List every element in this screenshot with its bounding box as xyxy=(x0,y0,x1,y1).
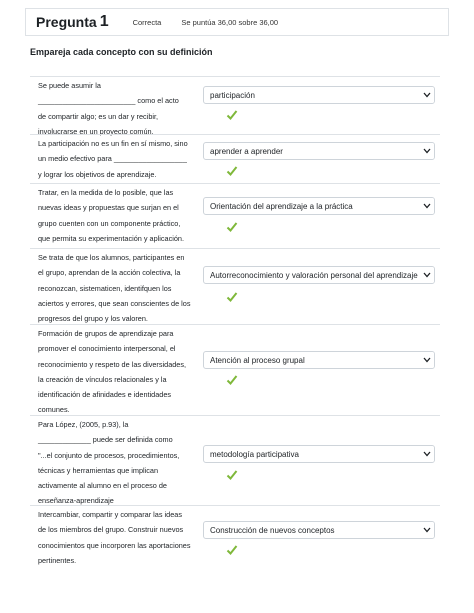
row-separator xyxy=(30,324,440,325)
answer-select[interactable] xyxy=(203,86,435,104)
check-icon xyxy=(226,544,238,556)
concept-definition: Para López, (2005, p.93), la _____________ puede ser definida como "...el conjunto de procesos, procedimientos, técnicas y herramientas que implican activamente al alumno en el proceso de enseñanza-aprendizaje xyxy=(38,420,180,506)
answer-selected-value: participación xyxy=(210,90,255,100)
question-label: Pregunta xyxy=(36,14,97,30)
answer-select[interactable] xyxy=(203,445,435,463)
chevron-down-icon xyxy=(420,142,434,160)
answer-select[interactable] xyxy=(203,521,435,539)
chevron-down-icon xyxy=(420,351,434,369)
row-separator xyxy=(30,415,440,416)
chevron-down-icon xyxy=(420,521,434,539)
answer-select[interactable] xyxy=(203,197,435,215)
question-number: 1 xyxy=(99,13,109,30)
concept-definition: Se puede asumir la ________________________ como el acto de compartir algo; es un dar y recibir, involucrarse en un proyecto común. xyxy=(38,81,179,136)
answer-select[interactable] xyxy=(203,351,435,369)
row-separator xyxy=(30,505,440,506)
chevron-down-icon xyxy=(420,86,434,104)
chevron-down-icon xyxy=(420,266,434,284)
question-instructions: Empareja cada concepto con su definición xyxy=(30,47,213,57)
chevron-down-icon xyxy=(420,445,434,463)
answer-selected-value: aprender a aprender xyxy=(210,146,283,156)
concept-definition: La participación no es un fin en sí mismo, sino un medio efectivo para __________________ y lograr los objetivos de aprendizaje. xyxy=(38,139,188,179)
row-separator xyxy=(30,183,440,184)
concept-definition: Tratar, en la medida de lo posible, que las nuevas ideas y propuestas que surjan en el grupo cuenten con un componente práctico, que permita su experimentación y aplicación. xyxy=(38,188,185,243)
row-separator xyxy=(30,76,440,77)
answer-selected-value: Autorreconocimiento y valoración personal del aprendizaje xyxy=(210,270,418,280)
check-icon xyxy=(226,374,238,386)
answer-selected-value: Orientación del aprendizaje a la práctica xyxy=(210,201,353,211)
check-icon xyxy=(226,221,238,233)
answer-selected-value: Construcción de nuevos conceptos xyxy=(210,525,335,535)
concept-definition: Se trata de que los alumnos, participantes en el grupo, aprendan de la acción colectiva, la reconozcan, sistematicen, identifquen los aciertos y errores, que sean conscientes de los progresos del grupo y los valoren. xyxy=(38,253,191,324)
chevron-down-icon xyxy=(420,197,434,215)
question-status: Correcta xyxy=(132,17,162,27)
answer-select[interactable] xyxy=(203,142,435,160)
row-separator xyxy=(30,248,440,249)
question-grade: Se puntúa 36,00 sobre 36,00 xyxy=(181,17,279,27)
check-icon xyxy=(226,291,238,303)
concept-definition: Intercambiar, compartir y comparar las ideas de los miembros del grupo. Construir nuevos conocimientos que incorporen las aportaciones pertinentes. xyxy=(38,510,191,565)
check-icon xyxy=(226,165,238,177)
concept-definition: Formación de grupos de aprendizaje para promover el conocimiento interpersonal, el reconocimiento y respeto de las diversidades, la creación de vínculos relacionales y la identificación de afinidades e identidades comunes. xyxy=(38,329,187,415)
row-separator xyxy=(30,134,440,135)
check-icon xyxy=(226,109,238,121)
check-icon xyxy=(226,469,238,481)
answer-select[interactable] xyxy=(203,266,435,284)
answer-selected-value: Atención al proceso grupal xyxy=(210,355,305,365)
question-info-box xyxy=(25,8,449,36)
answer-selected-value: metodología participativa xyxy=(210,449,299,459)
